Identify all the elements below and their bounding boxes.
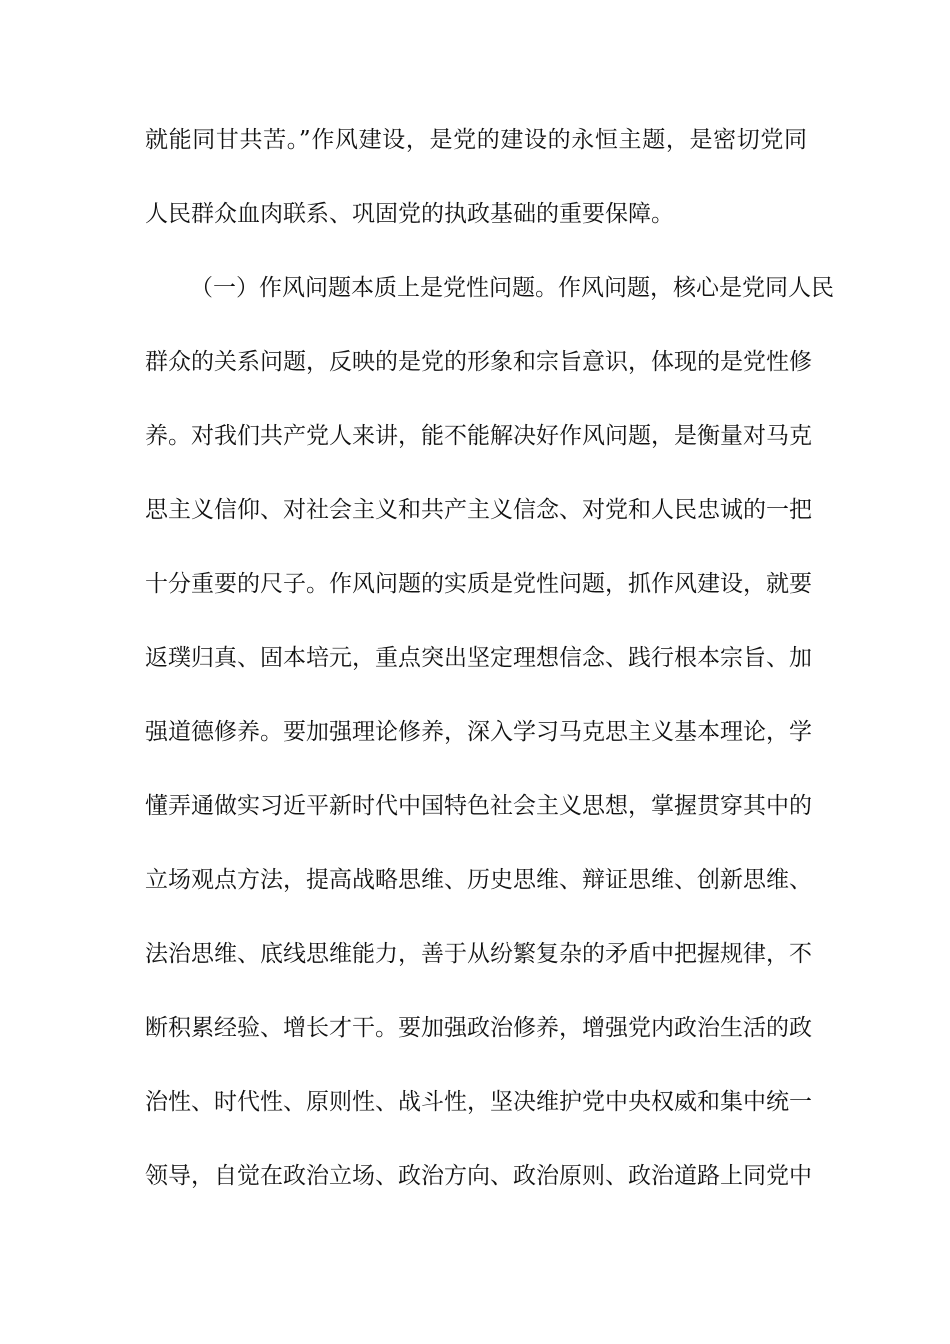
- text-line: 立场观点方法，提高战略思维、历史思维、辩证思维、创新思维、: [145, 867, 812, 893]
- text-line: 养。对我们共产党人来讲，能不能解决好作风问题，是衡量对马克: [145, 423, 812, 449]
- text-line: 人民群众血肉联系、巩固党的执政基础的重要保障。: [145, 201, 674, 227]
- text-line: 法治思维、底线思维能力，善于从纷繁复杂的矛盾中把握规律，不: [145, 941, 812, 967]
- text-line: 返璞归真、固本培元，重点突出坚定理想信念、践行根本宗旨、加: [145, 645, 812, 671]
- text-line: 思主义信仰、对社会主义和共产主义信念、对党和人民忠诚的一把: [145, 497, 812, 523]
- text-line: 断积累经验、增长才干。要加强政治修养，增强党内政治生活的政: [145, 1015, 812, 1041]
- text-line: 十分重要的尺子。作风问题的实质是党性问题，抓作风建设，就要: [145, 571, 812, 597]
- text-line: 群众的关系问题，反映的是党的形象和宗旨意识，体现的是党性修: [145, 349, 812, 375]
- text-line: 治性、时代性、原则性、战斗性，坚决维护党中央权威和集中统一: [145, 1089, 812, 1115]
- section-heading-line: （一）作风问题本质上是党性问题。作风问题，核心是党同人民: [190, 275, 834, 301]
- text-line: 懂弄通做实习近平新时代中国特色社会主义思想，掌握贯穿其中的: [145, 793, 812, 819]
- text-line: 领导，自觉在政治立场、政治方向、政治原则、政治道路上同党中: [145, 1163, 812, 1189]
- text-line: 就能同甘共苦。”作风建设，是党的建设的永恒主题，是密切党同: [145, 127, 807, 153]
- text-line: 强道德修养。要加强理论修养，深入学习马克思主义基本理论，学: [145, 719, 812, 745]
